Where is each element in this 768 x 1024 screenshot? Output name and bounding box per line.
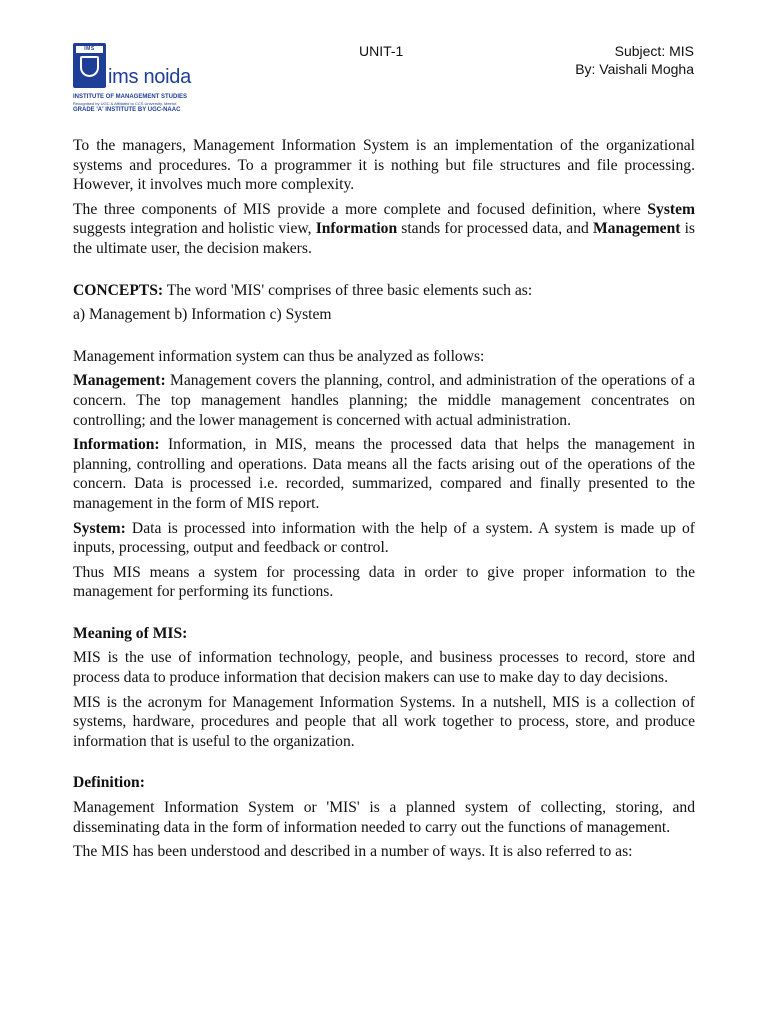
system-paragraph: System: Data is processed into information with the help of a system. A system is made up of inputs, processing, output and feedback or control. [73, 519, 695, 557]
information-label: Information: [73, 436, 160, 454]
management-paragraph: Management: Management covers the planning, control, and administration of the operations of a concern. The top management handles planning; the middle management concentrates on controlling; and the lower management is concerned with actual administration. [73, 372, 695, 429]
meaning-paragraph-1: MIS is the use of information technology, people, and business processes to record, store and process data to produce information that decision makers can use to make day to day decisions. [73, 649, 695, 687]
crest-icon [73, 43, 106, 88]
concepts-label: CONCEPTS: [73, 281, 164, 299]
definition-paragraph-2: The MIS has been understood and described in a number of ways. It is also referred to as: [73, 843, 633, 861]
meaning-heading: Meaning of MIS: [73, 624, 188, 642]
intro-paragraph: To the managers, Management Information System is an implementation of the organizational systems and procedures. To a programmer it is nothing but file structures and file processing. However, it involves much more complexity. [73, 137, 695, 194]
subject-label: Subject: MIS [614, 43, 694, 59]
information-paragraph: Information: Information, in MIS, means the processed data that helps the management in planning, controlling and operations. Data means all the facts arising out of the operations of the concern. Data is processed i.e. recorded, summarized, compared and finally presented to the management in the form of MIS report. [73, 436, 695, 512]
shield-icon [80, 56, 99, 77]
system-label: System: [73, 519, 126, 537]
management-term: Management [592, 220, 681, 238]
logo-affiliation: Recognised by UGC & Affiliated to CCS University, Meerut [73, 101, 177, 106]
system-term: System [647, 200, 695, 218]
logo-name: ims noida [108, 66, 191, 88]
definition-heading: Definition: [73, 774, 145, 792]
components-paragraph: The three components of MIS provide a more complete and focused definition, where System suggests integration and holistic view, Information stands for processed data, and Management is the ultimate user, the decision makers. [73, 200, 695, 257]
document-body [73, 136, 695, 867]
meaning-paragraph-2: MIS is the acronym for Management Information Systems. In a nutshell, MIS is a collection of systems, hardware, procedures and people that all work together to process, store, and produce information that is useful to the organization. [73, 693, 695, 750]
definition-paragraph-1: Management Information System or 'MIS' is a planned system of collecting, storing, and disseminating data in the form of information needed to carry out the functions of management. [73, 799, 695, 836]
concepts-list: a) Management b) Information c) System [73, 306, 332, 324]
concepts-paragraph: CONCEPTS: The word 'MIS' comprises of three basic elements such as: [73, 281, 533, 299]
crest-text: IMS [76, 46, 103, 53]
management-label: Management: [73, 372, 166, 390]
author-label: By: Vaishali Mogha [575, 61, 694, 77]
logo-grade: GRADE 'A' INSTITUTE BY UGC-NAAC [73, 107, 181, 113]
analyzed-intro: Management information system can thus be analyzed as follows: [73, 347, 485, 365]
ims-noida-logo [73, 43, 213, 115]
page-header [0, 0, 768, 120]
logo-institute: INSTITUTE OF MANAGEMENT STUDIES [73, 94, 187, 100]
thus-paragraph: Thus MIS means a system for processing data in order to give proper information to the management for performing its functions. [73, 563, 695, 601]
unit-label: UNIT-1 [359, 43, 404, 59]
information-term: Information [315, 220, 398, 238]
